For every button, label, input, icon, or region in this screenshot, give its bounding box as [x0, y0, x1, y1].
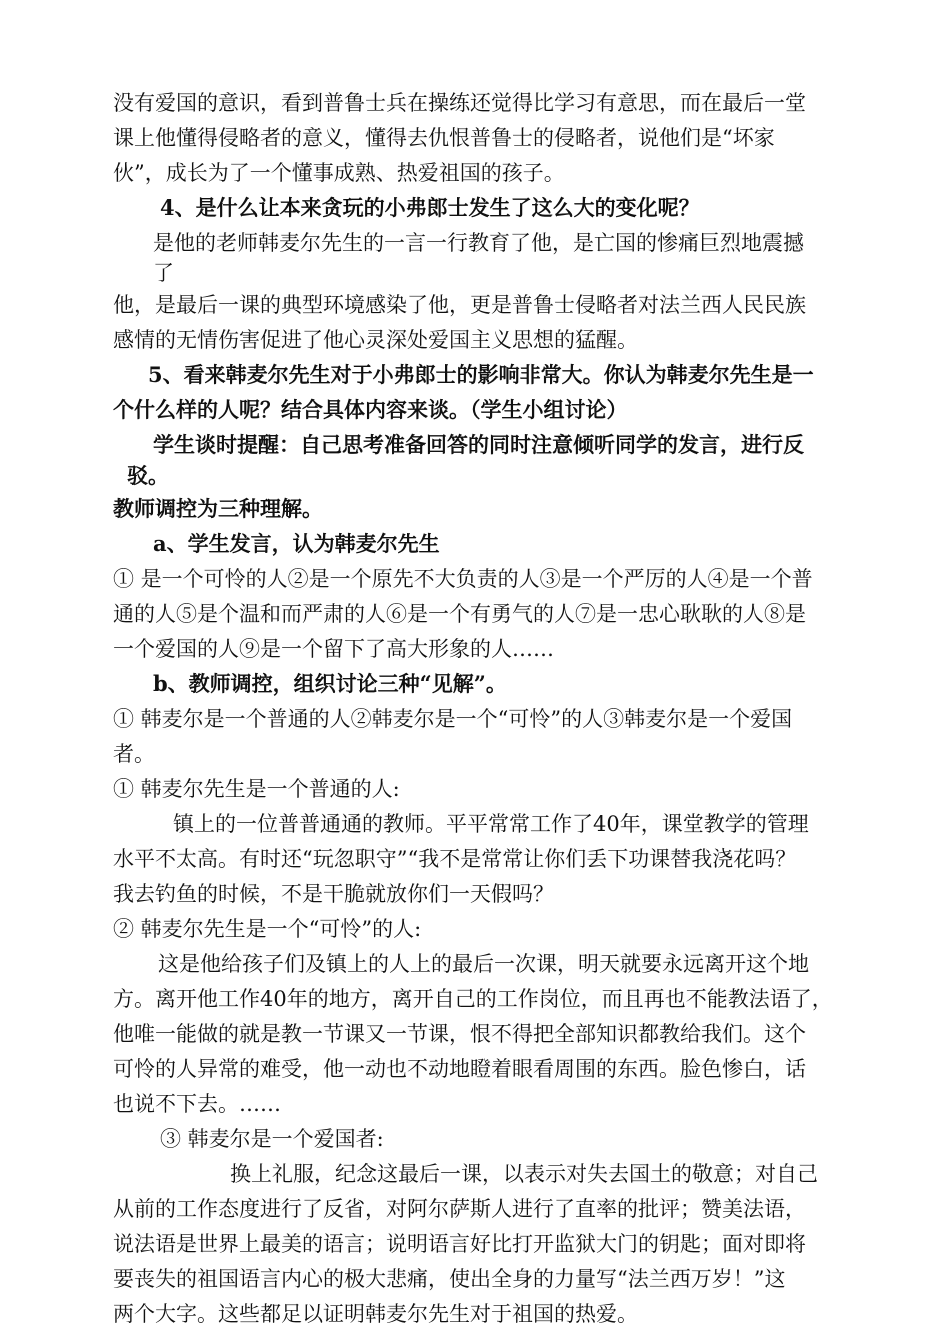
paragraph-line: 方。离开他工作40年的地方，离开自己的工作岗位，而且再也不能教法语了， — [113, 987, 833, 1011]
subheading-a: a、学生发言，认为韩麦尔先生 — [153, 531, 440, 556]
paragraph-line: 这是他给孩子们及镇上的人上的最后一次课，明天就要永远离开这个地 — [158, 952, 809, 976]
paragraph-line: 他唯一能做的就是教一节课又一节课，恨不得把全部知识都教给我们。这个 — [113, 1022, 806, 1046]
paragraph-line: 要丧失的祖国语言内心的极大悲痛，使出全身的力量写“法兰西万岁！”这 — [113, 1267, 786, 1291]
paragraph-line: ① 是一个可怜的人②是一个原先不大负责的人③是一个严厉的人④是一个普 — [113, 567, 813, 591]
paragraph-line: 一个爱国的人⑨是一个留下了高大形象的人…… — [113, 637, 554, 661]
question-4-heading: 4、是什么让本来贪玩的小弗郎士发生了这么大的变化呢？ — [160, 195, 700, 220]
paragraph-line: 水平不太高。有时还“玩忽职守”“我不是常常让你们丢下功课替我浇花吗？ — [113, 847, 797, 871]
paragraph-line: 他，是最后一课的典型环境感染了他，更是普鲁士侵略者对法兰西人民民族 — [113, 293, 806, 317]
paragraph-line: 伙”，成长为了一个懂事成熟、热爱祖国的孩子。 — [113, 161, 565, 185]
paragraph-line: 两个大字。这些都足以证明韩麦尔先生对于祖国的热爱。 — [113, 1302, 638, 1326]
question-5-heading-cont: 个什么样的人呢？结合具体内容来谈。（学生小组讨论） — [113, 397, 628, 422]
paragraph-line: 从前的工作态度进行了反省，对阿尔萨斯人进行了直率的批评；赞美法语， — [113, 1197, 806, 1221]
paragraph-line: 说法语是世界上最美的语言；说明语言好比打开监狱大门的钥匙；面对即将 — [113, 1232, 806, 1256]
paragraph-line: 了 — [153, 261, 174, 285]
paragraph-line: 是他的老师韩麦尔先生的一言一行教育了他，是亡国的惨痛巨烈地震撼 — [153, 231, 804, 255]
paragraph-line: 感情的无情伤害促进了他心灵深处爱国主义思想的猛醒。 — [113, 328, 638, 352]
section-heading-patriot: ③ 韩麦尔是一个爱国者: — [160, 1127, 384, 1151]
paragraph-line: 我去钓鱼的时候，不是干脆就放你们一天假吗？ — [113, 882, 554, 906]
paragraph-line: 也说不下去。…… — [113, 1092, 281, 1116]
paragraph-line: 通的人⑤是个温和而严肃的人⑥是一个有勇气的人⑦是一忠心耿耿的人⑧是 — [113, 602, 806, 626]
student-reminder-cont: 驳。 — [127, 463, 169, 488]
section-heading-pitiful: ② 韩麦尔先生是一个“可怜”的人: — [113, 917, 422, 941]
paragraph-line: 镇上的一位普普通通的教师。平平常常工作了40年，课堂教学的管理 — [173, 812, 809, 836]
student-reminder: 学生谈时提醒：自己思考准备回答的同时注意倾听同学的发言，进行反 — [153, 432, 804, 457]
question-5-heading: 5、看来韩麦尔先生对于小弗郎士的影响非常大。你认为韩麦尔先生是一 — [148, 362, 814, 387]
teacher-control-heading: 教师调控为三种理解。 — [113, 496, 323, 521]
section-heading-ordinary: ① 韩麦尔先生是一个普通的人: — [113, 777, 400, 801]
paragraph-line: 者。 — [113, 742, 155, 766]
paragraph-line: ① 韩麦尔是一个普通的人②韩麦尔是一个“可怜”的人③韩麦尔是一个爱国 — [113, 707, 793, 731]
paragraph-line: 没有爱国的意识，看到普鲁士兵在操练还觉得比学习有意思，而在最后一堂 — [113, 91, 806, 115]
paragraph-line: 可怜的人异常的难受，他一动也不动地瞪着眼看周围的东西。脸色惨白，话 — [113, 1057, 806, 1081]
paragraph-line: 课上他懂得侵略者的意义，懂得去仇恨普鲁士的侵略者，说他们是“坏家 — [113, 126, 775, 150]
paragraph-line: 换上礼服，纪念这最后一课，以表示对失去国土的敬意；对自己 — [230, 1162, 818, 1186]
subheading-b: b、教师调控，组织讨论三种“见解”。 — [153, 671, 507, 696]
